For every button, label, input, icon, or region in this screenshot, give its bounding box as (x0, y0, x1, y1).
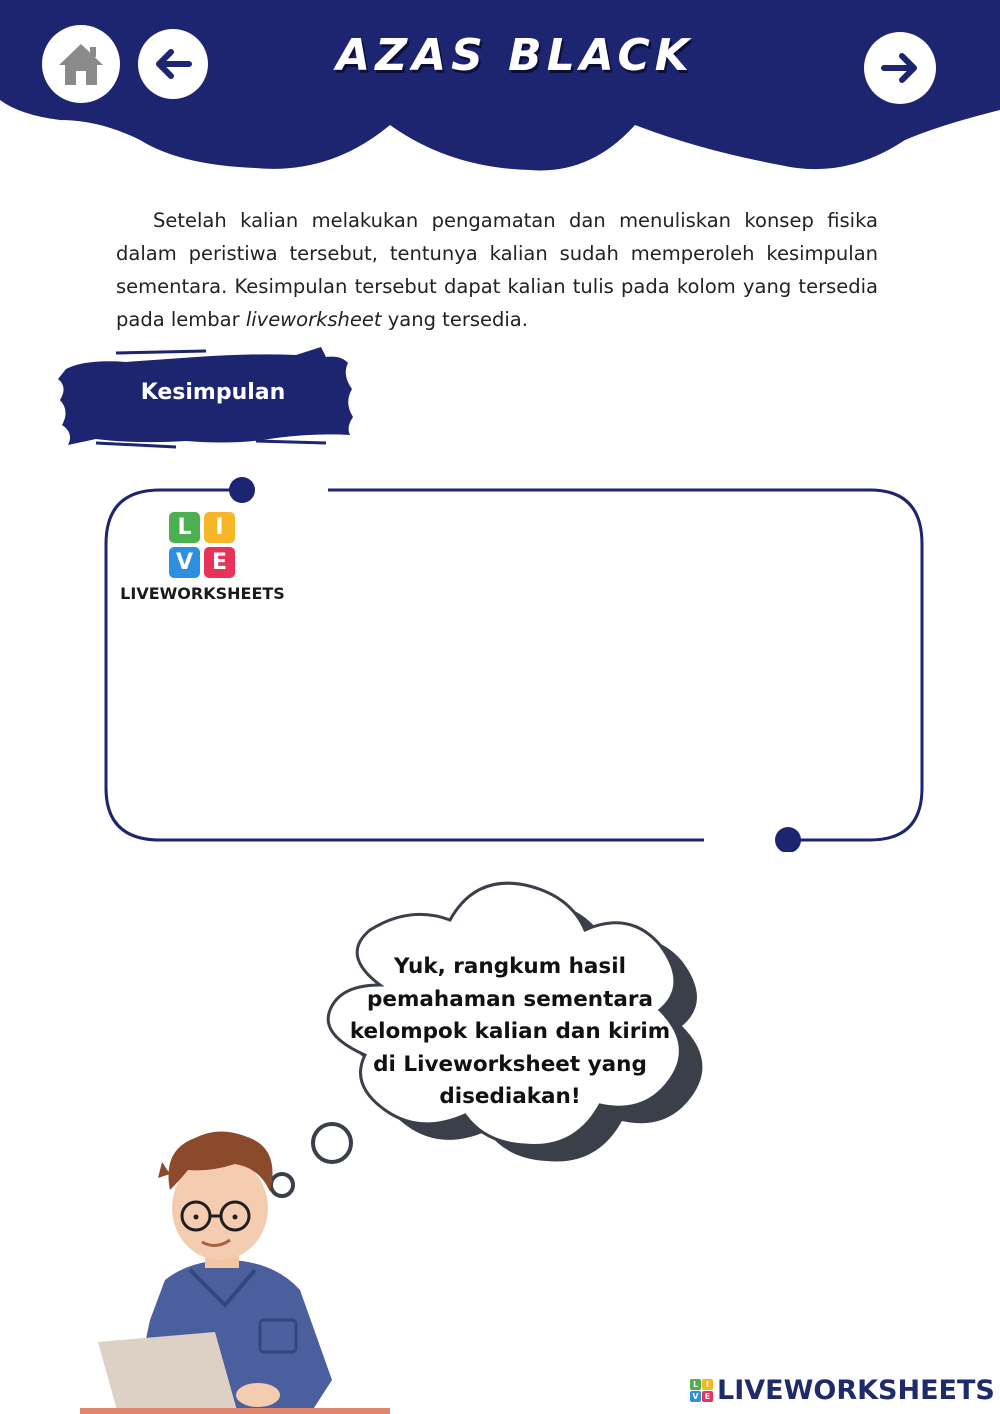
thought-bubble-text: Yuk, rangkum hasil pemahaman sementara kelompok kalian dan kirim di Liveworksheet yang disediakan! (349, 954, 671, 1109)
mini-tile-e: E (702, 1391, 713, 1402)
footer-brand-text: LIVEWORKSHEETS (717, 1374, 995, 1406)
thought-dot-tiny (271, 1174, 293, 1196)
footer-mini-logo (690, 1379, 713, 1402)
mini-tile-l: L (690, 1379, 701, 1390)
page-title: AZAS BLACK (336, 30, 694, 81)
logo-tile-i: I (204, 512, 235, 543)
section-label-kesimpulan: Kesimpulan (140, 380, 286, 405)
live-logo-grid (169, 512, 290, 578)
logo-caption: LIVEWORKSHEETS (120, 584, 285, 603)
back-button[interactable] (138, 29, 208, 99)
logo-tile-e: E (204, 547, 235, 578)
arrow-right-icon (880, 50, 920, 86)
mini-tile-i: I (702, 1379, 713, 1390)
mini-tile-v: V (690, 1391, 701, 1402)
intro-text-after: yang tersedia. (381, 308, 528, 331)
home-button[interactable] (42, 25, 120, 103)
logo-tile-v: V (169, 547, 200, 578)
footer-brand (690, 1370, 995, 1410)
intro-emphasis: liveworksheet (245, 308, 382, 331)
liveworksheets-logo (115, 512, 290, 603)
arrow-left-icon (153, 46, 193, 82)
logo-tile-l: L (169, 512, 200, 543)
home-icon (57, 41, 105, 87)
next-button[interactable] (864, 32, 936, 104)
intro-paragraph (116, 204, 878, 336)
intro-text-before: Setelah kalian melakukan pengamatan dan menuliskan konsep fisika dalam peristiwa tersebut, tentunya kalian sudah memperoleh kesimpulan sementara. Kesimpulan tersebut dapat kalian tulis pada kolom yang tersedia pada lembar (116, 209, 878, 331)
student-illustration (70, 1120, 400, 1414)
